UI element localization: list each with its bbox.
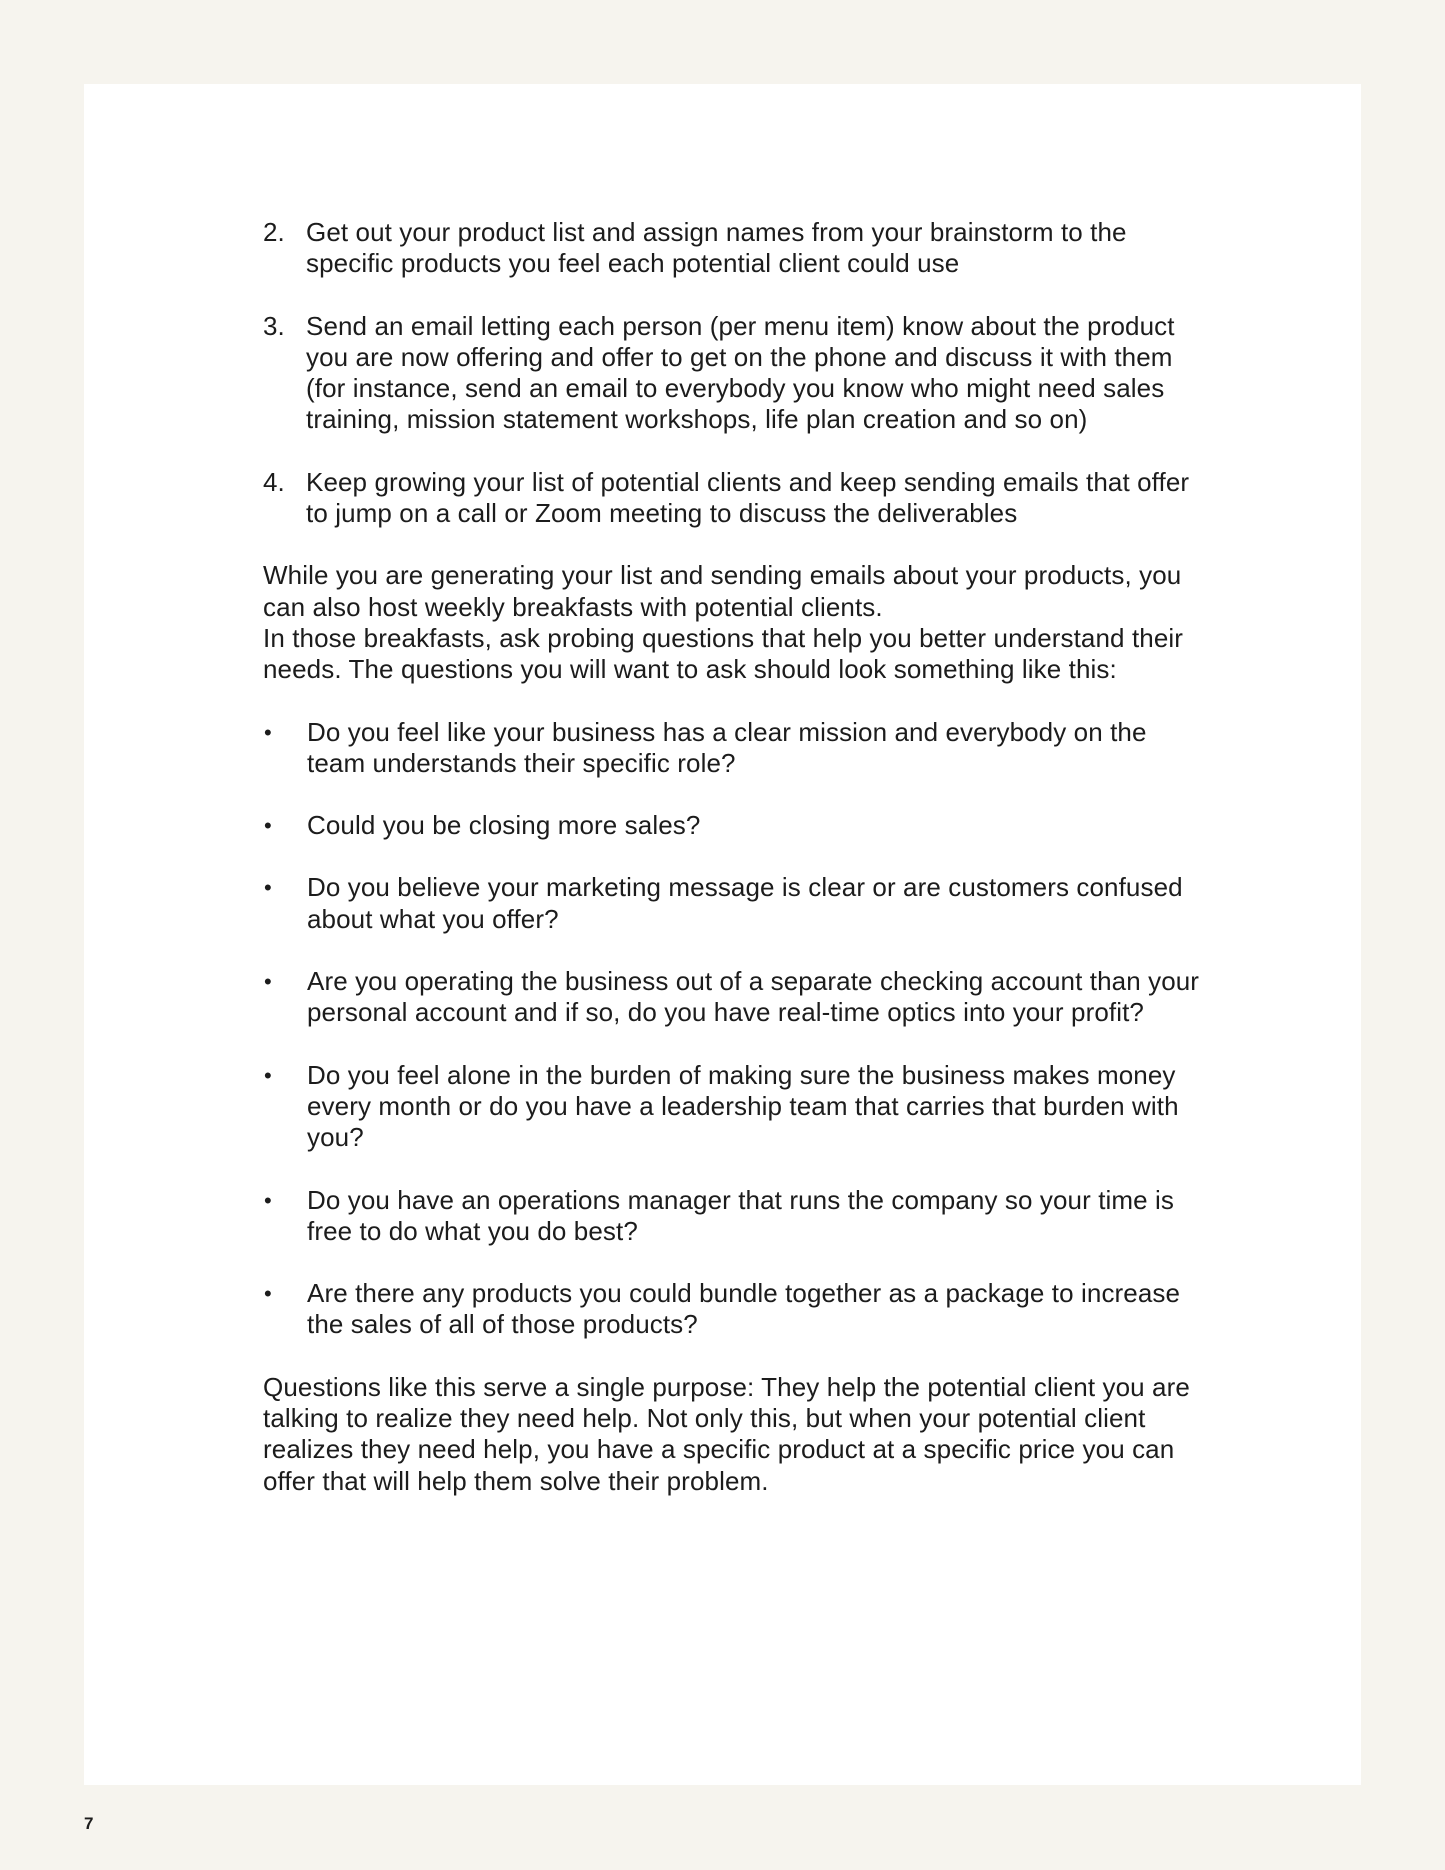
question-list-item [263,1278,1203,1341]
page-content [263,217,1203,1497]
bullet-icon: • [264,813,272,839]
page-number: 7 [84,1814,94,1833]
question-list [263,717,1203,1341]
numbered-list-item [263,311,1203,436]
bullet-icon: • [264,1062,272,1088]
numbered-list-item [263,467,1203,530]
question-text: Do you have an operations manager that runs the company so your time is free to do what you do best? [307,1184,1175,1246]
intro-paragraph-line: In those breakfasts, ask probing questions that help you better understand their needs. The questions you will want to ask should look something like this: [263,622,1184,685]
numbered-list-item [263,217,1203,280]
question-list-item [263,872,1203,935]
closing-paragraph: Questions like this serve a single purpose: They help the potential client you are talking to realize they need help. Not only this, but when your potential client realizes they need help, you have a specific product at a specific price you can offer that will help them solve their problem. [263,1371,1190,1496]
question-list-item [263,810,1203,841]
question-list-item [263,966,1203,1029]
bullet-icon: • [264,719,272,745]
bullet-icon: • [264,969,272,995]
list-number: 3. [263,310,285,341]
bullet-icon: • [264,1187,272,1213]
question-list-item [263,1185,1203,1248]
numbered-list [263,217,1203,529]
list-item-text: Send an email letting each person (per menu item) know about the product you are now offering and offer to get on the phone and discuss it with them (for instance, send an email to everybody you know who might need sales training, mission statement workshops, life plan creation and so on) [306,310,1175,435]
question-text: Could you be closing more sales? [307,810,701,841]
question-text: Are there any products you could bundle together as a package to increase the sales of all of those products? [307,1278,1181,1340]
question-text: Do you feel like your business has a clear mission and everybody on the team understands their specific role? [307,716,1147,778]
list-number: 2. [263,217,285,247]
question-text: Are you operating the business out of a separate checking account than your personal account and if so, do you have real-time optics into your profit? [307,966,1200,1028]
list-item-text: Get out your product list and assign names from your brainstorm to the specific products you feel each potential client could use [306,217,1127,279]
question-text: Do you believe your marketing message is clear or are customers confused about what you offer? [307,872,1183,934]
question-text: Do you feel alone in the burden of making sure the business makes money every month or do you have a leadership team that carries that burden with you? [307,1059,1179,1153]
bullet-icon: • [264,1281,272,1307]
bullet-icon: • [264,875,272,901]
intro-paragraph [263,560,1203,685]
list-item-text: Keep growing your list of potential clients and keep sending emails that offer to jump on a call or Zoom meeting to discuss the deliverables [306,466,1190,529]
question-list-item [263,717,1203,780]
intro-paragraph-line: While you are generating your list and sending emails about your products, you can also host weekly breakfasts with potential clients. [263,560,1182,622]
question-list-item [263,1060,1203,1154]
list-number: 4. [263,466,285,497]
